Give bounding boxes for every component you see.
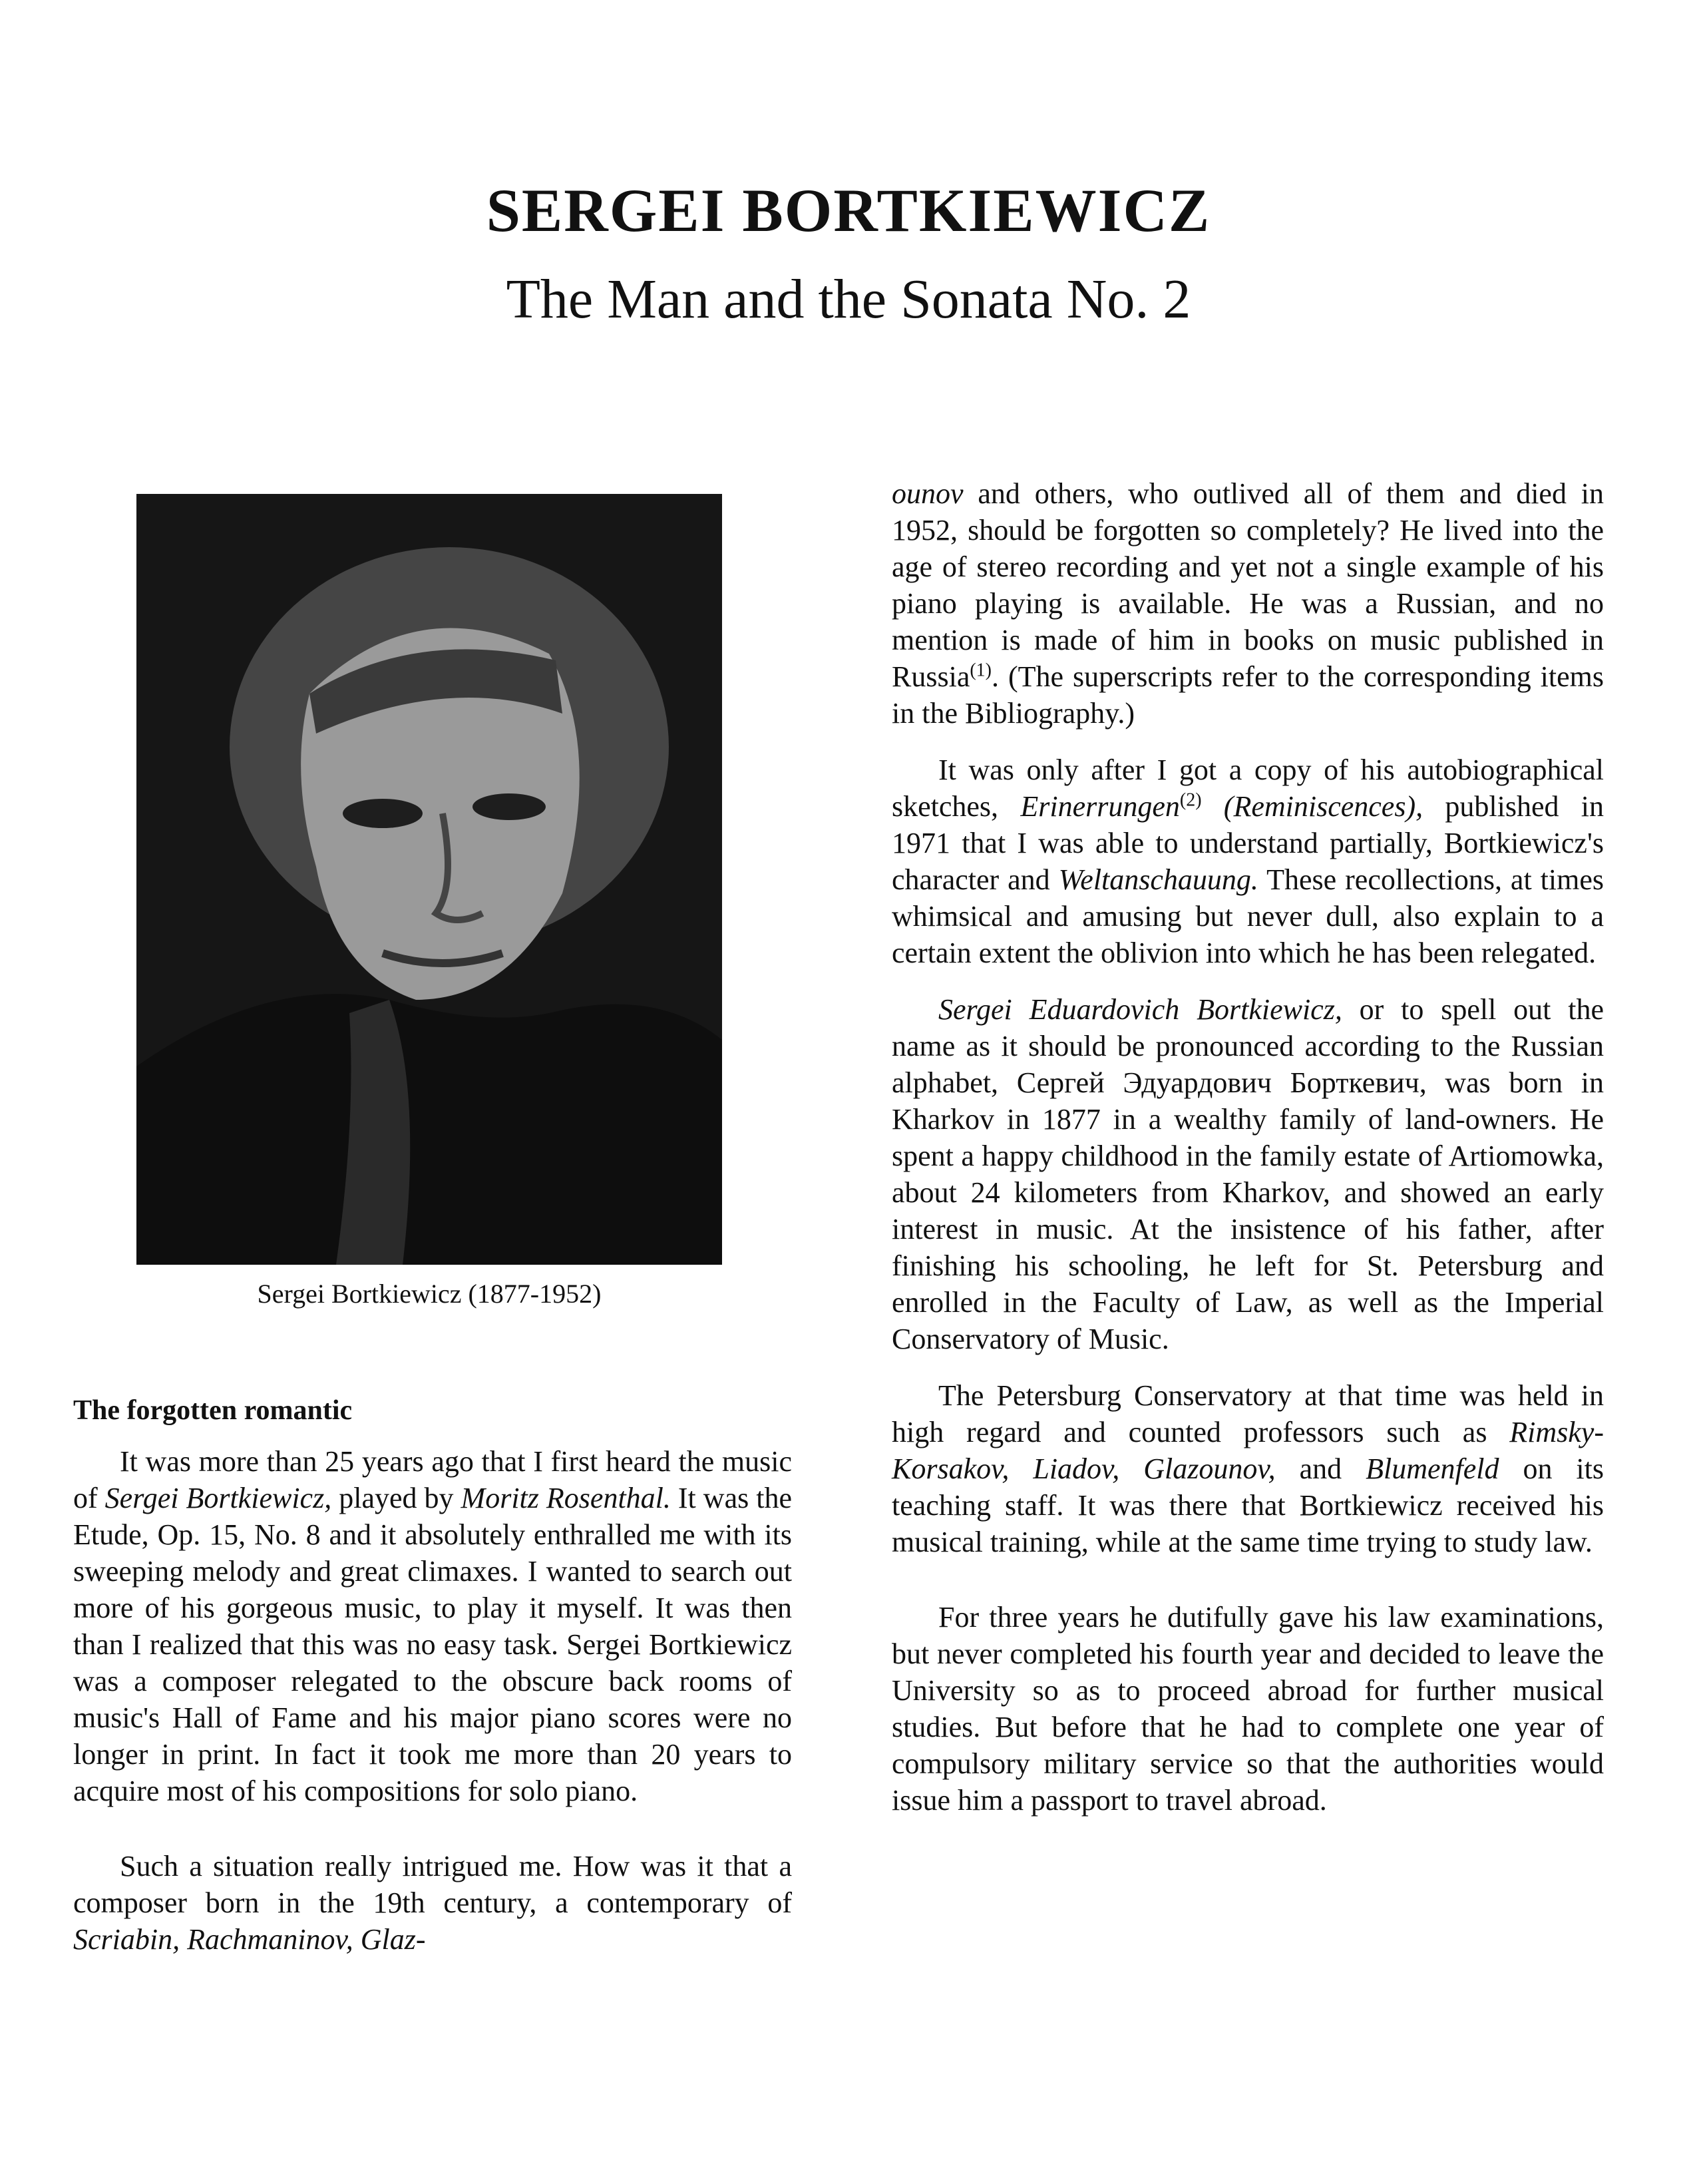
- text-run: It was the Etude, Op. 15, No. 8 and it absolutely enthralled me with its sweeping melody and great climaxes. I wanted to search out more of his gorgeous music, to play it myself. It was then than I realized that this was no easy task. Sergei Bortkiewicz was a composer relegated to the obscure back rooms of music's Hall of Fame and his major piano scores were no longer in print. In fact it took me more than 20 years to acquire most of his compositions for solo piano.: [73, 1482, 792, 1807]
- paragraph: [892, 752, 1604, 971]
- text-run: or to spell out the name as it should be pronounced according to the Russian alphabet, Сергей Эдуардович Борткевич, was born in Kharkov in 1877 in a wealthy family of land-owners. He spent a happy childhood in the family estate of Artiomowka, about 24 kilometers from Kharkov, and showed an early interest in music. At the insistence of his father, after finishing his schooling, he left for St. Petersburg and enrolled in the Faculty of Law, as well as the Imperial Conservatory of Music.: [892, 993, 1604, 1355]
- italic-run: Scriabin, Rachmaninov, Glaz-: [73, 1923, 426, 1956]
- italic-run: Blumenfeld: [1366, 1452, 1499, 1485]
- italic-run: Erinerrungen: [1020, 790, 1180, 823]
- figure-caption: Sergei Bortkiewicz (1877-1952): [257, 1279, 602, 1309]
- section-heading: The forgotten romantic: [73, 1395, 353, 1426]
- text-run: For three years he dutifully gave his law examinations, but never completed his fourth year and decided to leave the University so as to proceed abroad for further musical studies. But before that he had to complete one year of compulsory military service so that the authorities would issue him a passport to travel abroad.: [892, 1601, 1604, 1817]
- left-column: [73, 1443, 792, 1958]
- text-run: The Petersburg Conservatory at that time was held in high regard and counted professors such as: [892, 1379, 1604, 1448]
- paragraph: [892, 1377, 1604, 1560]
- text-run: published in 1971 that I was able to understand partially, Bortkiewicz's character and: [892, 790, 1604, 896]
- text-run: These recollections, at times whimsical and amusing but never dull, also explain to a certain extent the oblivion into which he has been relegated.: [892, 863, 1604, 969]
- text-run: and others, who outlived all of them and died in 1952, should be forgotten so completely? He lived into the age of stereo recording and yet not a single example of his piano playing is available. He was a Russian, and no mention is made of him in books on music published in Russia: [892, 477, 1604, 693]
- text-run: Such a situation really intrigued me. How was it that a composer born in the 19th century, a contemporary of: [73, 1850, 792, 1919]
- portrait-photo: [136, 494, 722, 1265]
- text-run: It was only after I got a copy of his autobiographical sketches,: [892, 754, 1604, 823]
- text-run: on its teaching staff. It was there that Bortkiewicz received his musical training, while at the same time trying to study law.: [892, 1452, 1604, 1558]
- italic-run: ounov: [892, 477, 964, 510]
- paragraph: [73, 1848, 792, 1958]
- paragraph: [892, 475, 1604, 732]
- italic-run: Moritz Rosenthal.: [461, 1482, 671, 1514]
- page-subtitle: The Man and the Sonata No. 2: [506, 268, 1191, 330]
- text-run: It was more than 25 years ago that I first heard the music of: [73, 1445, 792, 1514]
- italic-run: Sergei Bortkiewicz,: [104, 1482, 332, 1514]
- right-column: [892, 475, 1604, 1819]
- paragraph: [892, 991, 1604, 1357]
- italic-run: Rimsky-Korsakov, Liadov, Glazounov,: [892, 1416, 1604, 1485]
- text-run: played by: [331, 1482, 461, 1514]
- text-run: and: [1275, 1452, 1366, 1485]
- footnote-ref: (1): [970, 660, 992, 681]
- paragraph: [73, 1443, 792, 1809]
- italic-run: Weltanschauung.: [1058, 863, 1258, 896]
- italic-run: Sergei Eduardovich Bortkiewicz,: [938, 993, 1342, 1026]
- text-run: . (The superscripts refer to the corresponding items in the Bibliography.): [892, 660, 1604, 730]
- paragraph: [892, 1599, 1604, 1819]
- footnote-ref: (2): [1179, 789, 1202, 811]
- italic-run: (Reminiscences),: [1201, 790, 1423, 823]
- page-title: SERGEI BORTKIEWICZ: [486, 176, 1211, 244]
